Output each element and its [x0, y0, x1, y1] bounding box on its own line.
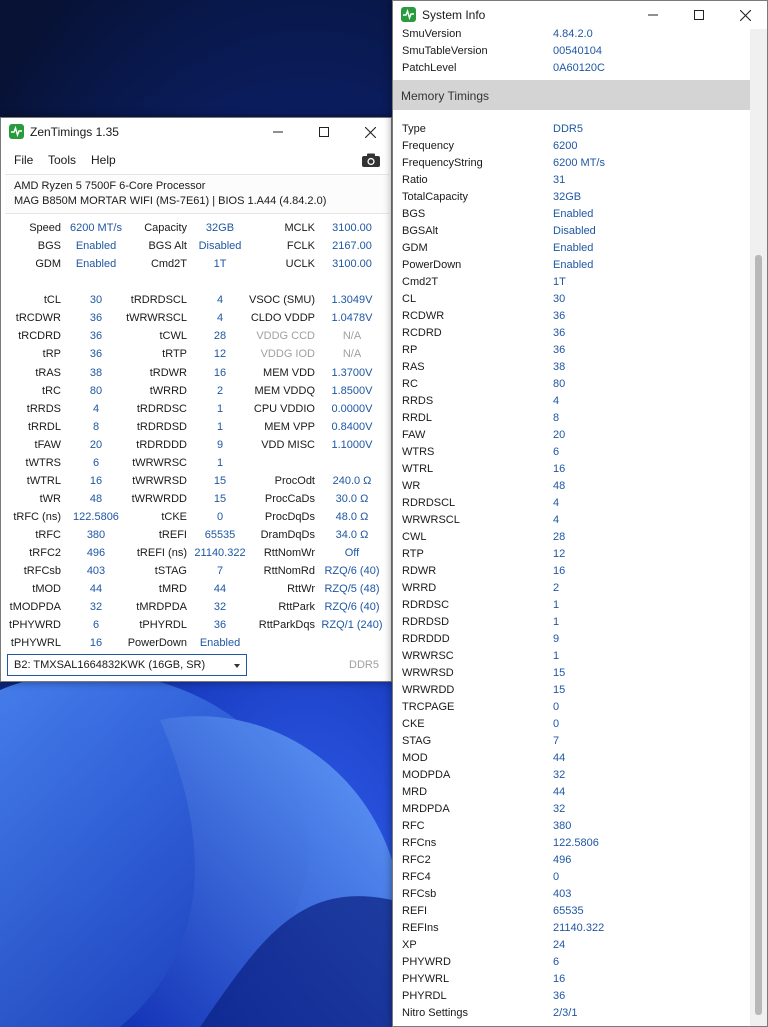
info-label: BGS: [402, 208, 426, 220]
timing-value: 36: [89, 312, 103, 325]
info-value: 31: [553, 174, 566, 186]
timing-value: 1.3700V: [331, 366, 373, 379]
info-label: WRRD: [402, 582, 437, 594]
info-label: RDRDSD: [402, 616, 450, 628]
timing-value: 32GB: [205, 222, 235, 234]
timing-value: 0.8400V: [331, 420, 373, 433]
timing-label: VSOC (SMU): [249, 294, 315, 307]
section-title: Memory Timings: [401, 89, 490, 103]
info-value: 21140.322: [553, 922, 605, 934]
menu-help[interactable]: Help: [91, 153, 116, 167]
timing-label: tMRD: [158, 583, 187, 596]
info-value: Enabled: [553, 259, 594, 271]
timing-value: 1.1000V: [331, 438, 373, 451]
timing-label: tMRDPDA: [136, 601, 187, 614]
timing-value: 4: [216, 312, 224, 325]
timing-value: 3100.00: [332, 222, 372, 234]
info-value: 6: [553, 956, 560, 968]
info-value: 32GB: [553, 191, 582, 203]
info-value: 1: [553, 650, 560, 662]
info-label: GDM: [402, 242, 428, 254]
info-label: CL: [402, 293, 417, 305]
timing-value: 6: [92, 619, 100, 632]
module-select-value: B2: TMXSAL1664832KWK (16GB, SR): [14, 659, 206, 671]
info-value: 16: [553, 973, 566, 985]
timing-label: MEM VDD: [263, 366, 315, 379]
zentimings-titlebar[interactable]: [1, 118, 391, 146]
sysinfo-window: [392, 0, 768, 1027]
info-label: Frequency: [402, 140, 454, 152]
minimize-button[interactable]: [630, 1, 676, 29]
timing-label: tPHYWRL: [10, 637, 61, 650]
window-title: ZenTimings 1.35: [30, 125, 119, 139]
timing-label: RttWr: [287, 583, 315, 596]
timing-value: 8: [92, 420, 100, 433]
info-label: RC: [402, 378, 418, 390]
timing-value: RZQ/6 (40): [324, 601, 380, 614]
timing-value: 1T: [213, 258, 227, 271]
timing-value: 4: [216, 294, 224, 307]
timing-value: 122.5806: [73, 511, 119, 523]
timing-value: 6: [92, 456, 100, 469]
timing-label: VDD MISC: [261, 438, 315, 451]
timing-value: 32: [213, 601, 227, 614]
timing-value: Enabled: [75, 258, 117, 271]
timing-label: tWR: [39, 492, 61, 505]
info-value: 32: [553, 769, 566, 781]
info-label: MODPDA: [402, 769, 451, 781]
info-value: 15: [553, 684, 566, 696]
info-label: RP: [402, 344, 418, 356]
info-label: RDRDDD: [402, 633, 450, 645]
window-title: System Info: [422, 8, 486, 22]
timing-value: RZQ/1 (240): [321, 619, 383, 632]
info-value: 403: [553, 888, 572, 900]
info-value: 36: [553, 344, 566, 356]
camera-icon: [361, 152, 381, 168]
sysinfo-app-icon: [401, 7, 416, 22]
info-value: 0: [553, 871, 560, 883]
timing-label: tSTAG: [154, 565, 187, 578]
info-value: 6200: [553, 140, 578, 152]
timing-value: 16: [213, 366, 227, 379]
info-label: MOD: [402, 752, 428, 764]
timing-label: tWRWRSCL: [126, 312, 187, 325]
timing-label: CLDO VDDP: [250, 312, 315, 325]
info-value: 2/3/1: [553, 1007, 578, 1019]
timing-label: BGS: [37, 240, 61, 253]
timing-label: MEM VDDQ: [254, 384, 315, 397]
info-label: FAW: [402, 429, 426, 441]
timing-label: Capacity: [144, 222, 187, 234]
info-label: Ratio: [402, 174, 428, 186]
timing-value: Off: [344, 547, 360, 560]
module-select[interactable]: [7, 654, 247, 676]
info-value: 20: [553, 429, 566, 441]
info-value: 4: [553, 395, 560, 407]
timing-value: 2167.00: [332, 240, 372, 253]
timing-value: 12: [213, 348, 227, 361]
timing-label: tRTP: [162, 348, 187, 361]
timing-label: ProcDqDs: [264, 511, 315, 523]
timing-label: FCLK: [286, 240, 315, 253]
vertical-scrollbar[interactable]: [750, 29, 767, 1026]
info-label: WR: [402, 480, 421, 492]
info-label: RDRDSCL: [402, 497, 456, 509]
info-value: 00540104: [553, 45, 602, 57]
sysinfo-titlebar[interactable]: [393, 1, 767, 29]
info-label: WRWRSCL: [402, 514, 460, 526]
info-value: 30: [553, 293, 566, 305]
timing-value: 21140.322: [194, 547, 246, 560]
timing-label: RttNomRd: [263, 565, 315, 578]
timing-label: RttPark: [278, 601, 315, 614]
info-value: 44: [553, 752, 566, 764]
timing-label: PowerDown: [127, 637, 187, 650]
info-label: Type: [402, 123, 426, 135]
info-value: 0: [553, 701, 560, 713]
info-label: REFIns: [402, 922, 439, 934]
info-value: 48: [553, 480, 566, 492]
memory-type-label: DDR5: [349, 659, 379, 671]
info-label: RRDS: [402, 395, 434, 407]
minimize-icon: [273, 127, 283, 137]
info-label: WRWRDD: [402, 684, 455, 696]
menu-file[interactable]: File: [14, 153, 34, 167]
info-value: 4: [553, 497, 560, 509]
timing-value: 30: [89, 294, 103, 307]
info-value: 24: [553, 939, 566, 951]
info-value: 28: [553, 531, 566, 543]
info-label: RRDL: [402, 412, 432, 424]
timing-label: DramDqDs: [260, 529, 315, 541]
timing-value: RZQ/5 (48): [324, 583, 380, 596]
timing-label: tRDWR: [149, 366, 187, 379]
info-value: 80: [553, 378, 566, 390]
timing-value: 1: [216, 420, 224, 433]
close-button[interactable]: [722, 1, 768, 29]
timing-value: Disabled: [198, 240, 242, 253]
timing-value: 403: [86, 565, 106, 578]
timing-value: 1: [216, 456, 224, 469]
info-label: RFC4: [402, 871, 431, 883]
timing-value: 48: [89, 492, 103, 505]
timing-value: 32: [89, 601, 103, 614]
timing-label: RttNomWr: [263, 547, 315, 560]
timing-value: 1.8500V: [331, 384, 373, 397]
info-label: TotalCapacity: [402, 191, 469, 203]
info-label: RFCns: [402, 837, 437, 849]
timing-label: tCL: [43, 294, 61, 307]
info-value: 2: [553, 582, 560, 594]
timing-label: Speed: [29, 222, 61, 234]
system-summary: [5, 174, 389, 214]
timing-label: tCWL: [159, 330, 187, 343]
timing-value: 496: [86, 547, 106, 560]
timing-label: tRCDRD: [18, 330, 61, 343]
timing-label: tWTRS: [25, 456, 61, 469]
info-value: 0A60120C: [553, 62, 605, 74]
maximize-icon: [319, 127, 329, 137]
info-value: 16: [553, 565, 566, 577]
info-label: Nitro Settings: [402, 1007, 469, 1019]
timing-value: 380: [86, 529, 106, 541]
timing-label: GDM: [35, 258, 61, 271]
info-value: DDR5: [553, 123, 583, 135]
timing-label: tRFCsb: [23, 565, 61, 578]
info-label: PowerDown: [402, 259, 462, 271]
timing-label: tRRDS: [26, 402, 61, 415]
info-label: RCDWR: [402, 310, 445, 322]
timing-value: 44: [213, 583, 227, 596]
chevron-down-icon: [234, 664, 240, 668]
timing-value: 0: [216, 511, 224, 523]
timing-label: MCLK: [284, 222, 315, 234]
info-value: 0: [553, 718, 560, 730]
timing-value: 20: [89, 438, 103, 451]
timing-label: tRAS: [35, 366, 61, 379]
timing-label: tRCDWR: [15, 312, 61, 325]
info-value: 496: [553, 854, 572, 866]
timing-label: tWRWRSD: [132, 474, 187, 487]
timing-value: 15: [213, 492, 227, 505]
timing-value: 15: [213, 474, 227, 487]
info-value: 1T: [553, 276, 566, 288]
info-value: 1: [553, 599, 560, 611]
timing-value: 16: [89, 474, 103, 487]
info-value: 380: [553, 820, 572, 832]
timing-label: Cmd2T: [150, 258, 187, 271]
timing-value: 38: [89, 366, 103, 379]
info-label: TRCPAGE: [402, 701, 455, 713]
info-label: MRD: [402, 786, 428, 798]
timing-label: VDDG CCD: [256, 330, 315, 343]
timing-value: 7: [216, 565, 224, 578]
timing-value: 48.0 Ω: [335, 511, 369, 523]
timing-label: tRFC: [35, 529, 61, 541]
info-label: Cmd2T: [402, 276, 439, 288]
info-value: 8: [553, 412, 560, 424]
info-value: 4.84.2.0: [553, 28, 593, 40]
info-label: RCDRD: [402, 327, 442, 339]
timing-value: 34.0 Ω: [335, 529, 369, 541]
info-label: RDRDSC: [402, 599, 450, 611]
scrollbar-thumb[interactable]: [755, 255, 762, 1015]
timing-label: tPHYWRD: [9, 619, 61, 632]
timing-label: CPU VDDIO: [253, 402, 315, 415]
timing-label: tWRWRSC: [132, 456, 187, 469]
info-label: RDWR: [402, 565, 437, 577]
timing-value: Enabled: [75, 240, 117, 253]
timing-value: 44: [89, 583, 103, 596]
timing-label: tRDRDSD: [136, 420, 187, 433]
info-label: WTRL: [402, 463, 434, 475]
info-value: 36: [553, 327, 566, 339]
timing-label: UCLK: [285, 258, 315, 271]
timing-label: tREFI (ns): [136, 547, 187, 560]
info-label: PHYRDL: [402, 990, 447, 1002]
info-label: PHYWRL: [402, 973, 450, 985]
timing-value: 65535: [204, 529, 236, 541]
info-value: 9: [553, 633, 560, 645]
info-label: RTP: [402, 548, 424, 560]
menu-tools[interactable]: Tools: [48, 153, 77, 167]
info-label: CKE: [402, 718, 425, 730]
timing-label: MEM VPP: [264, 420, 315, 433]
info-value: 32: [553, 803, 566, 815]
timing-value: 9: [216, 438, 224, 451]
maximize-icon: [694, 10, 704, 20]
info-label: STAG: [402, 735, 432, 747]
close-button[interactable]: [347, 118, 393, 146]
board-bios: MAG B850M MORTAR WIFI (MS-7E61) | BIOS 1.A44 (4.84.2.0): [14, 195, 327, 207]
timing-label: tPHYRDL: [139, 619, 187, 632]
timing-label: tRDRDDD: [136, 438, 187, 451]
info-value: 36: [553, 310, 566, 322]
info-value: 15: [553, 667, 566, 679]
timing-value: 16: [89, 637, 103, 650]
info-value: 7: [553, 735, 560, 747]
timing-label: tMOD: [32, 583, 61, 596]
timing-value: 1.0478V: [331, 312, 373, 325]
timing-label: tRFC (ns): [13, 511, 61, 523]
timing-value: 1: [216, 402, 224, 415]
info-label: MRDPDA: [402, 803, 450, 815]
info-label: REFI: [402, 905, 428, 917]
menu-bar: [1, 149, 391, 171]
timing-value: 240.0 Ω: [332, 474, 372, 487]
zentimings-window: [0, 117, 392, 682]
info-label: PatchLevel: [402, 62, 457, 74]
timing-value: 80: [89, 384, 103, 397]
timing-value: 36: [213, 619, 227, 632]
timing-label: tRDRDSCL: [130, 294, 187, 307]
info-label: CWL: [402, 531, 427, 543]
timing-value: N/A: [342, 348, 362, 361]
timing-value: 28: [213, 330, 227, 343]
info-label: RAS: [402, 361, 425, 373]
sysinfo-list: [393, 29, 751, 1026]
timing-value: 3100.00: [332, 258, 372, 271]
info-label: SmuVersion: [402, 28, 462, 40]
timing-value: N/A: [342, 330, 362, 343]
close-icon: [365, 127, 376, 138]
info-label: WRWRSC: [402, 650, 454, 662]
info-label: RFC2: [402, 854, 431, 866]
info-label: RFCsb: [402, 888, 437, 900]
info-label: FrequencyString: [402, 157, 483, 169]
minimize-button[interactable]: [255, 118, 301, 146]
info-value: 122.5806: [553, 837, 599, 849]
timing-label: VDDG IOD: [260, 348, 315, 361]
info-value: Enabled: [553, 208, 594, 220]
timing-value: 1.3049V: [331, 294, 373, 307]
info-label: WRWRSD: [402, 667, 454, 679]
zentimings-app-icon: [9, 124, 24, 139]
cpu-name: AMD Ryzen 5 7500F 6-Core Processor: [14, 180, 206, 192]
screenshot-button[interactable]: [361, 152, 381, 168]
timing-label: tRDRDSC: [136, 402, 187, 415]
info-value: 36: [553, 990, 566, 1002]
info-value: 4: [553, 514, 560, 526]
info-value: 38: [553, 361, 566, 373]
info-value: 65535: [553, 905, 584, 917]
info-label: RFC: [402, 820, 425, 832]
timing-label: ProcCaDs: [264, 492, 315, 505]
timing-label: tCKE: [161, 511, 187, 523]
timing-value: 30.0 Ω: [335, 492, 369, 505]
timing-label: tWRRD: [149, 384, 187, 397]
timing-value: 4: [92, 402, 100, 415]
timing-value: Enabled: [199, 637, 241, 650]
timing-label: tMODPDA: [9, 601, 61, 614]
info-value: 1: [553, 616, 560, 628]
timing-label: tREFI: [158, 529, 187, 541]
maximize-button[interactable]: [676, 1, 722, 29]
timing-value: 2: [216, 384, 224, 397]
info-label: SmuTableVersion: [402, 45, 488, 57]
info-value: 6200 MT/s: [553, 157, 605, 169]
info-label: WTRS: [402, 446, 435, 458]
timing-label: tRFC2: [29, 547, 61, 560]
timing-label: RttParkDqs: [258, 619, 315, 632]
minimize-icon: [648, 10, 658, 20]
close-icon: [740, 10, 751, 21]
info-label: BGSAlt: [402, 225, 439, 237]
timing-value: 0.0000V: [331, 402, 373, 415]
info-value: Disabled: [553, 225, 596, 237]
info-label: PHYWRD: [402, 956, 451, 968]
section-header-memory-timings: [393, 80, 751, 110]
timing-label: tRP: [42, 348, 61, 361]
info-value: 16: [553, 463, 566, 475]
info-value: Enabled: [553, 242, 594, 254]
info-label: XP: [402, 939, 417, 951]
timing-label: tWTRL: [26, 474, 61, 487]
timing-value: 36: [89, 348, 103, 361]
timing-label: tFAW: [34, 438, 61, 451]
timing-value: RZQ/6 (40): [324, 565, 380, 578]
timing-label: tWRWRDD: [131, 492, 187, 505]
timing-value: 6200 MT/s: [70, 222, 122, 234]
timing-value: 36: [89, 330, 103, 343]
timing-label: BGS Alt: [148, 240, 187, 253]
info-value: 12: [553, 548, 566, 560]
info-value: 44: [553, 786, 566, 798]
timing-label: ProcOdt: [274, 474, 315, 487]
maximize-button[interactable]: [301, 118, 347, 146]
timing-label: tRRDL: [27, 420, 61, 433]
timing-label: tRC: [42, 384, 61, 397]
info-value: 6: [553, 446, 560, 458]
